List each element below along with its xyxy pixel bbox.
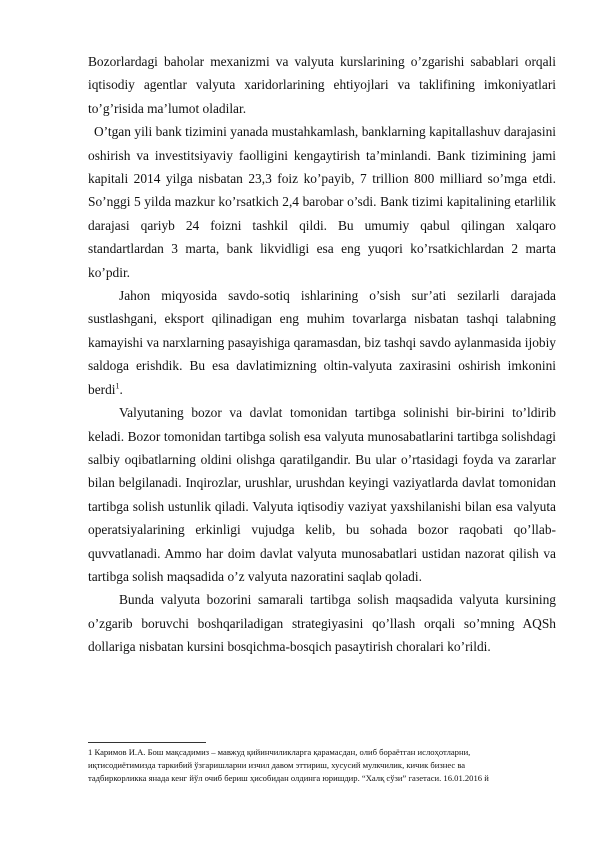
footnote-line-3: тадбиркорликка янада кенг йўл очиб бериш ҳисобидан олдинга юришдир. “Халқ сўзи” газетаси. 16.01.2016 й [88, 773, 489, 783]
paragraph-2: O’tgan yili bank tizimini yanada mustahkamlash, banklarning kapitallashuv darajasini oshirish va investitsiyaviy faolligini kengaytirish ta’minlandi. Bank tizimining jami kapitali 2014 yilga nisbatan 23,3 foiz ko’payib, 7 trillion 800 milliard so’mga etdi. So’nggi 5 yilda mazkur ko’rsatkich 2,4 barobar o’sdi. Bank tizimi kapitalining etarlilik darajasi qariyb 24 foizni tashkil qildi. Bu umumiy qabul qilingan xalqaro standartlardan 3 marta, bank likvidligi esa eng yuqori ko’rsatkichlardan 2 marta ko’pdir. [88, 124, 556, 280]
footnote [88, 746, 558, 785]
paragraph-5: Bunda valyuta bozorini samarali tartibga solish maqsadida valyuta kursining o’zgarib boruvchi boshqariladigan strategiyasini qo’llash orqali so’mning AQSh dollariga nisbatan kursini bosqichma-bosqich pasaytirish choralari ko’rildi. [88, 592, 556, 655]
footnote-line-1: 1 Каримов И.А. Бош мақсадимиз – мавжуд қийинчиликларга қарамасдан, олиб борaётган ислоҳотларни, [88, 747, 471, 757]
paragraph-4: Valyutaning bozor va davlat tomonidan tartibga solinishi bir-birini to’ldirib keladi. Bozor tomonidan tartibga solish esa valyuta munosabatlarini tartibga solishdagi salbiy oqibatlarning oldini olishga qaratilgandir. Bu ular o’rtasidagi foyda va zararlar bilan belgilanadi. Inqirozlar, urushlar, urushdan keyingi vaziyatlarda davlat tomonidan tartibga solish ustunlik qiladi. Valyuta iqtisodiy vaziyat yaxshilanishi bilan esa valyuta operatsiyalarining erkinligi vujudga kelib, bu sohada bozor raqobati qo’llab-quvvatlanadi. Ammo har doim davlat valyuta munosabatlari ustidan nazorat qilish va tartibga solish maqsadida o’z valyuta nazoratini saqlab qoladi. [88, 405, 556, 584]
footnote-ref: 1 [115, 381, 120, 391]
document-body [88, 50, 556, 659]
paragraph-3 [88, 284, 556, 401]
footnote-line-2: иқтисодиётимизда таркибий ўзгаришларни изчил давом эттириш, хусусий мулкчилик, кичик бизнес ва [88, 760, 466, 770]
paragraph-3-text: Jahon miqyosida savdo-sotiq ishlarining o’sish sur’ati sezilarli darajada sustlashgani, eksport qilinadigan eng muhim tovarlarga nisbatan tashqi talabning kamayishi va narxlarning pasayishiga qaramasdan, biz tashqi savdo aylanmasida ijobiy saldoga erishdik. Bu esa davlatimizning oltin-valyuta zaxirasini oshirish imkonini berdi [88, 288, 556, 397]
paragraph-1: Bozorlardagi baholar mexanizmi va valyuta kurslarining o’zgarishi sabablari orqali iqtisodiy agentlar valyuta xaridorlarining ehtiyojlari va taklifining imkoniyatlari to’g’risida ma’lumot oladilar. [88, 54, 556, 116]
paragraph-3-end: . [119, 381, 123, 397]
footnote-separator [88, 742, 206, 743]
